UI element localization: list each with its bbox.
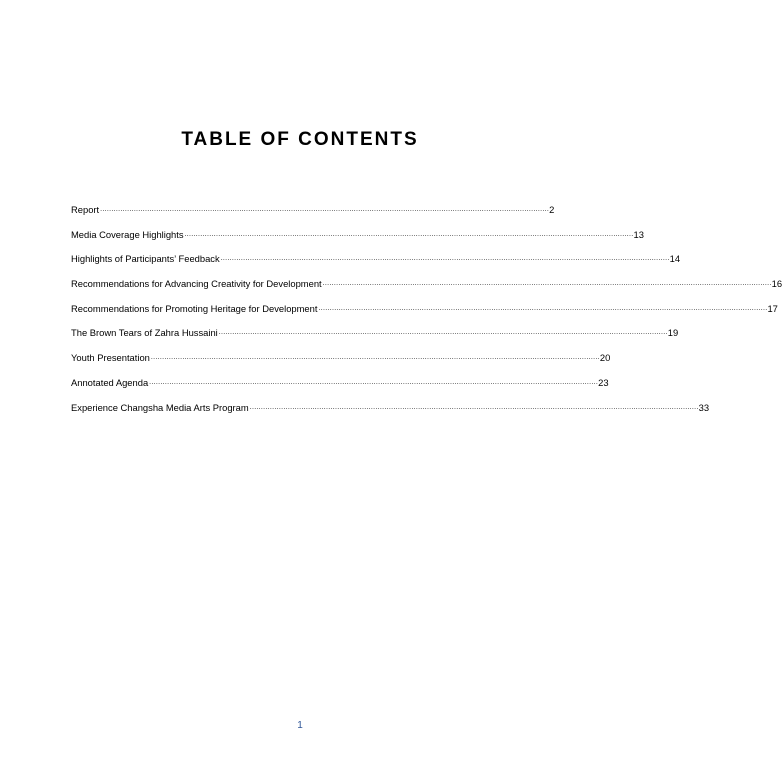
toc-leader-dots: ........................................................................................................................................................................................................: [149, 378, 599, 386]
toc-leader-dots: ........................................................................................................................................................................................................: [318, 304, 768, 312]
toc-entry[interactable]: [71, 228, 644, 242]
toc-entry[interactable]: [71, 376, 609, 390]
toc-entry[interactable]: [71, 252, 681, 266]
toc-leader-dots: ........................................................................................................................................................................................................: [218, 329, 668, 337]
toc-leader-dots: ........................................................................................................................................................................................................: [184, 230, 634, 238]
toc-entry[interactable]: [71, 277, 782, 291]
toc-entry-page: 17: [767, 302, 778, 314]
toc-entry-page: 23: [598, 376, 609, 388]
toc-entry[interactable]: [71, 351, 611, 365]
toc-entry-page: 14: [669, 253, 681, 265]
toc-entry[interactable]: [71, 401, 710, 415]
toc-entry-label: Highlights of Participants’ Feedback: [71, 253, 220, 265]
toc-entry-label: Recommendations for Advancing Creativity for Development: [71, 278, 322, 290]
toc-leader-dots: ........................................................................................................................................................................................................: [100, 206, 550, 213]
page-number: 1: [297, 720, 303, 731]
toc-entry-label: Report: [71, 204, 100, 215]
toc-entry-page: 20: [599, 352, 611, 364]
toc-leader-dots: ........................................................................................................................................................................................................: [150, 354, 600, 362]
toc-entry-page: 19: [667, 327, 679, 339]
toc-entry-label: Experience Changsha Media Arts Program: [71, 401, 249, 413]
toc-entry-label: Youth Presentation: [71, 352, 150, 364]
toc-entry-label: The Brown Tears of Zahra Hussaini: [71, 327, 218, 339]
toc-leader-dots: ........................................................................................................................................................................................................: [220, 255, 670, 263]
toc-entry-label: Annotated Agenda: [71, 376, 149, 388]
toc-entry-page: 2: [549, 204, 555, 215]
toc-entry[interactable]: [71, 203, 555, 217]
toc-entry-page: 33: [698, 401, 710, 413]
toc-leader-dots: ........................................................................................................................................................................................................: [249, 403, 699, 411]
toc-entry[interactable]: [71, 326, 679, 340]
toc-entry-label: Recommendations for Promoting Heritage for Development: [71, 302, 318, 314]
toc-entry-label: Media Coverage Highlights: [71, 228, 184, 240]
page-title: TABLE OF CONTENTS: [181, 129, 419, 150]
toc-entry-page: 16: [771, 278, 782, 290]
toc-leader-dots: ........................................................................................................................................................................................................: [322, 280, 772, 288]
toc-entry[interactable]: [71, 302, 778, 316]
toc-entry-page: 13: [633, 228, 644, 240]
